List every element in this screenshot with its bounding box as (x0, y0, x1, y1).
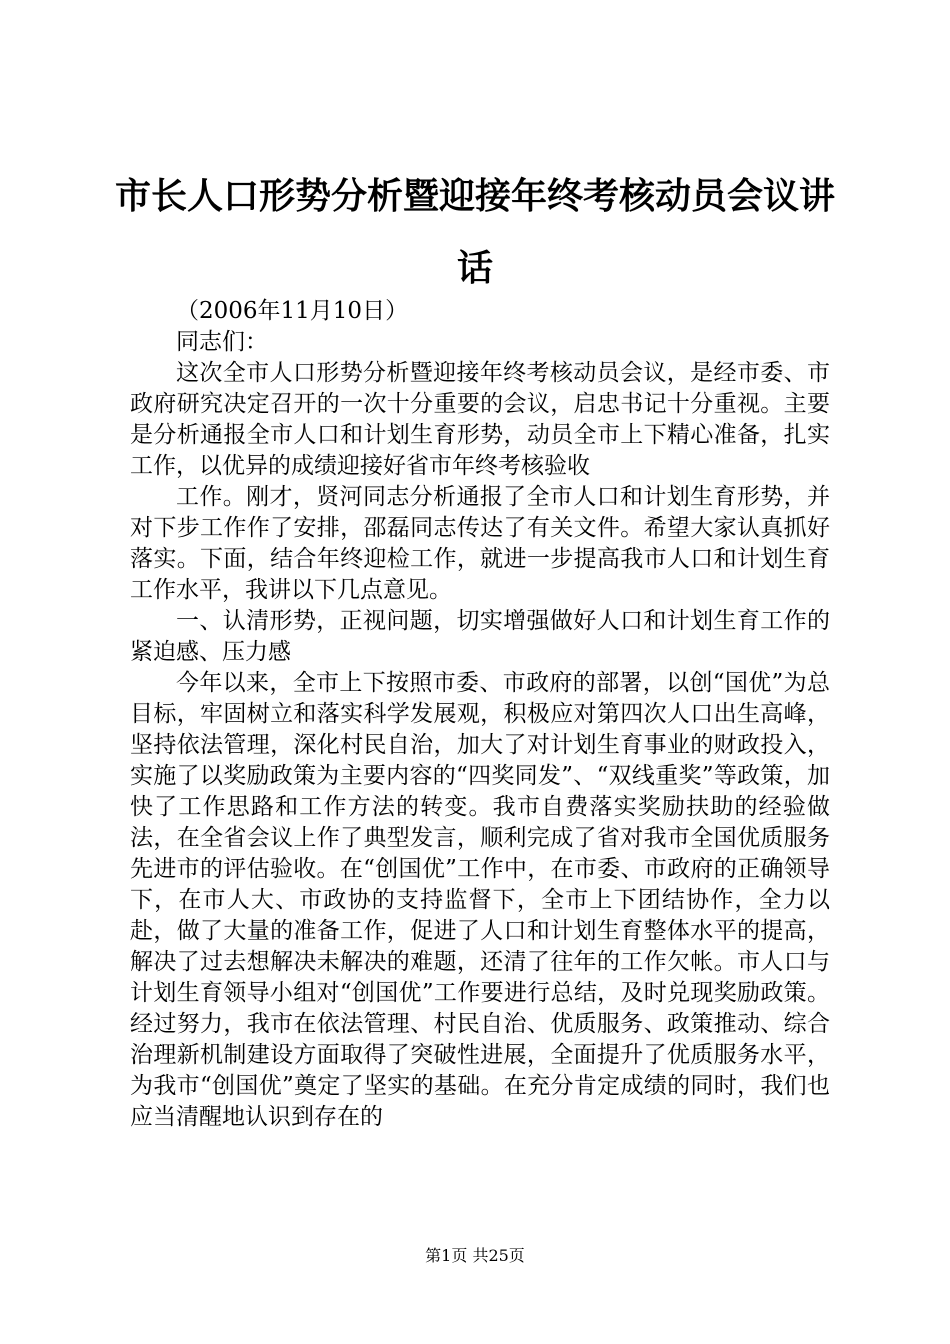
section-heading-1: 一、认清形势，正视问题，切实增强做好人口和计划生育工作的紧迫感、压力感 (130, 608, 830, 665)
document-title: 市长人口形势分析暨迎接年终考核动员会议讲话 (114, 175, 835, 289)
document-date: （2006年11月10日） (176, 298, 409, 324)
page-footer: 第1页 共25页 (425, 1246, 525, 1265)
paragraph-3: 今年以来，全市上下按照市委、市政府的部署，以创“国优”为总目标，牢固树立和落实科学发展观，积极应对第四次人口出生高峰，坚持依法管理，深化村民自治，加大了对计划生育事业的财政投入，实施了以奖励政策为主要内容的“四奖同发”、“双线重奖”等政策，加快了工作思路和工作方法的转变。我市自费落实奖励扶助的经验做法，在全省会议上作了典型发言，顺利完成了省对我市全国优质服务先进市的评估验收。在“创国优”工作中，在市委、市政府的正确领导下，在市人大、市政协的支持监督下，全市上下团结协作，全力以赴，做了大量的准备工作，促进了人口和计划生育整体水平的提高，解决了过去想解决未解决的难题，还清了往年的工作欠帐。市人口与计划生育领导小组对“创国优”工作要进行总结，及时兑现奖励政策。经过努力，我市在依法管理、村民自治、优质服务、政策推动、综合治理新机制建设方面取得了突破性进展，全面提升了优质服务水平，为我市“创国优”奠定了坚实的基础。在充分肯定成绩的同时，我们也应当清醒地认识到存在的 (130, 670, 830, 1130)
paragraph-1: 这次全市人口形势分析暨迎接年终考核动员会议，是经市委、市政府研究决定召开的一次十分重要的会议，启忠书记十分重视。主要是分析通报全市人口和计划生育形势，动员全市上下精心准备，扎实工作，以优异的成绩迎接好省市年终考核验收 (130, 360, 830, 479)
salutation: 同志们： (176, 329, 268, 355)
paragraph-2: 工作。刚才，贤河同志分析通报了全市人口和计划生育形势，并对下步工作作了安排，邵磊同志传达了有关文件。希望大家认真抓好落实。下面，结合年终迎检工作，就进一步提高我市人口和计划生育工作水平，我讲以下几点意见。 (130, 484, 830, 603)
document-body (130, 296, 830, 1133)
